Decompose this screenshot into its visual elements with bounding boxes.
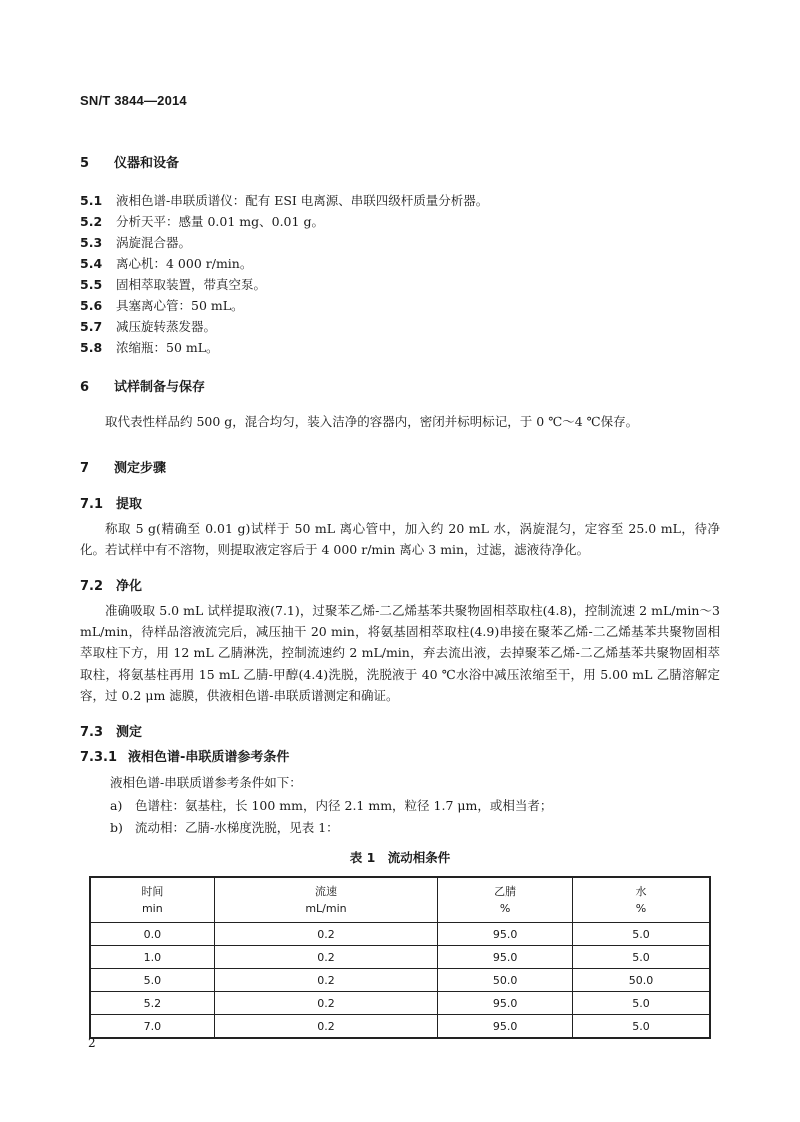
list-item: 5.1 液相色谱-串联质谱仪：配有 ESI 电离源、串联四级杆质量分析器。 [80,193,489,208]
section-7-1-paragraph: 称取 5 g(精确至 0.01 g)试样于 50 mL 离心管中，加入约 20 mL 水，涡旋混匀，定容至 25.0 mL，待净化。若试样中有不溶物，则提取液定容后于 4 000 r/min 离心 3 min，过滤，滤液待净化。 [80,521,720,558]
table-cell: 5.0 [573,992,710,1015]
section-7-3-1-heading [80,746,289,765]
section-title: 测定 [116,725,143,740]
section-number: 6 [80,380,90,395]
table-cell: 7.0 [90,1015,214,1039]
section-title: 仪器和设备 [114,156,180,171]
table-cell: 5.0 [573,923,710,946]
mobile-phase-table [89,876,711,1039]
table-cell: 0.2 [214,1015,438,1039]
section-title: 提取 [116,497,143,512]
section-number: 5 [80,156,90,171]
section-7-heading [80,457,166,476]
section-7-2-heading [80,575,142,594]
table-row [90,1015,710,1039]
table-cell: 0.2 [214,969,438,992]
list-item: b) 流动相：乙腈-水梯度洗脱，见表 1： [110,820,339,835]
table-header-cell: 水 % [573,877,710,923]
section-number: 7.1 [80,497,104,512]
list-item: 5.7 减压旋转蒸发器。 [80,319,217,334]
list-item: 5.3 涡旋混合器。 [80,235,192,250]
list-item: a) 色谱柱：氨基柱，长 100 mm，内径 2.1 mm，粒径 1.7 μm，或相当者； [110,798,553,813]
list-item: 5.5 固相萃取装置，带真空泵。 [80,277,267,292]
section-title: 液相色谱-串联质谱参考条件 [128,750,290,765]
standard-code: SN/T 3844—2014 [80,93,187,108]
section-number: 7.3.1 [80,750,118,765]
list-item: 5.6 具塞离心管：50 mL。 [80,298,244,313]
table-cell: 0.2 [214,923,438,946]
table-row [90,969,710,992]
table-caption: 表 1 流动相条件 [349,850,451,865]
table-cell: 50.0 [438,969,573,992]
section-number: 7 [80,461,90,476]
table-cell: 5.0 [90,969,214,992]
table-cell: 5.0 [573,1015,710,1039]
list-item: 5.2 分析天平：感量 0.01 mg、0.01 g。 [80,214,324,229]
list-item: 5.8 浓缩瓶：50 mL。 [80,340,219,355]
table-cell: 95.0 [438,946,573,969]
table-cell: 5.2 [90,992,214,1015]
table-row [90,923,710,946]
table-cell: 0.0 [90,923,214,946]
table-header-cell: 流速 mL/min [214,877,438,923]
page-number: 2 [88,1036,96,1050]
section-7-3-heading [80,721,142,740]
section-title: 试样制备与保存 [114,380,206,395]
table-cell: 1.0 [90,946,214,969]
table-cell: 95.0 [438,1015,573,1039]
section-6-paragraph: 取代表性样品约 500 g，混合均匀，装入洁净的容器内，密闭并标明标记，于 0 ℃～4 ℃保存。 [105,414,639,429]
section-number: 7.3 [80,725,104,740]
section-title: 净化 [116,579,143,594]
section-number: 7.2 [80,579,104,594]
conditions-intro: 液相色谱-串联质谱参考条件如下： [110,775,302,790]
section-7-2-paragraph: 准确吸取 5.0 mL 试样提取液(7.1)，过聚苯乙烯-二乙烯基苯共聚物固相萃取柱(4.8)，控制流速 2 mL/min～3 mL/min，待样品溶液流完后，减压抽干 20 min，将氨基固相萃取柱(4.9)串接在聚苯乙烯-二乙烯基苯共聚物固相萃取柱下方，用 12 mL 乙腈淋洗，控制流速约 2 mL/min，弃去流出液，去掉聚苯乙烯-二乙烯基苯共聚物固相萃取柱，将氨基柱再用 15 mL 乙腈-甲醇(4.4)洗脱，洗脱液于 40 ℃水浴中减压浓缩至干，用 5.00 mL 乙腈溶解定容，过 0.2 μm 滤膜，供液相色谱-串联质谱测定和确证。 [80,603,720,703]
table-cell: 5.0 [573,946,710,969]
table-header-cell: 时间 min [90,877,214,923]
section-6-heading [80,376,205,395]
table-cell: 95.0 [438,923,573,946]
section-title: 测定步骤 [114,461,167,476]
list-item: 5.4 离心机：4 000 r/min。 [80,256,253,271]
section-5-heading [80,152,179,171]
table-header-cell: 乙腈 % [438,877,573,923]
table-row [90,992,710,1015]
table-cell: 0.2 [214,992,438,1015]
table-header-row [90,877,710,923]
section-7-1-heading [80,493,142,512]
table-row [90,946,710,969]
table-cell: 0.2 [214,946,438,969]
table-cell: 50.0 [573,969,710,992]
table-cell: 95.0 [438,992,573,1015]
